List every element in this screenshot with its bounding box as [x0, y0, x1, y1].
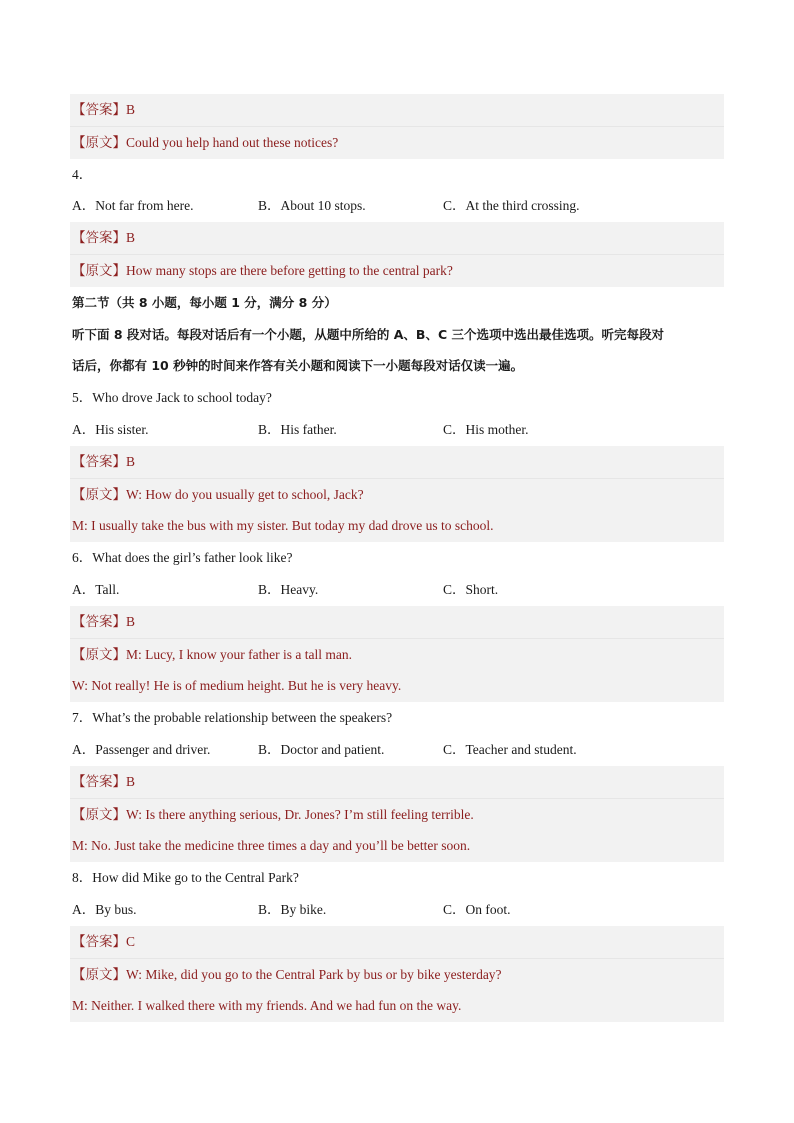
answer-line — [70, 766, 724, 798]
transcript-line: W: Not really! He is of medium height. But he is very heavy. — [70, 670, 724, 702]
answer-line — [70, 446, 724, 478]
transcript-tag: 【原文】 — [72, 646, 126, 662]
transcript-tag: 【原文】 — [72, 966, 126, 982]
section-instruction: 第二节（共 8 小题，每小题 1 分，满分 8 分） — [72, 294, 337, 310]
transcript-text: W: How do you usually get to school, Jack? — [126, 486, 364, 502]
option-c: C．On foot. — [443, 901, 511, 917]
answer-tag: 【答案】 — [72, 773, 126, 789]
answer-line — [70, 926, 724, 958]
option-a: A．His sister. — [72, 421, 149, 437]
transcript-tag: 【原文】 — [72, 262, 126, 278]
option-b: B．Heavy. — [258, 581, 319, 597]
option-c: C．Short. — [443, 581, 499, 597]
transcript-line: M: No. Just take the medicine three times a day and you’ll be better soon. — [70, 830, 724, 862]
answer-tag: 【答案】 — [72, 102, 126, 117]
answer-line — [70, 94, 724, 126]
section-instruction: 话后，你都有 10 秒钟的时间来作答有关小题和阅读下一小题每段对话仅读一遍。 — [72, 358, 524, 374]
option-b: B．His father. — [258, 421, 337, 437]
option-c: C．At the third crossing. — [443, 198, 580, 214]
answer-tag: 【答案】 — [72, 613, 126, 629]
transcript-line — [70, 478, 724, 511]
question-stem: 7．What’s the probable relationship between the speakers? — [72, 710, 393, 726]
transcript-line — [70, 798, 724, 831]
answer-line — [70, 606, 724, 638]
answer-tag: 【答案】 — [72, 230, 126, 246]
transcript-line — [70, 638, 724, 671]
answer-value: B — [126, 453, 136, 469]
section-instruction: 听下面 8 段对话。每段对话后有一个小题，从题中所给的 A、B、C 三个选项中选出最佳选项。听完每段对 — [72, 326, 664, 342]
option-b: B．About 10 stops. — [258, 198, 366, 214]
question-stem: 4． — [72, 166, 93, 182]
answer-value: B — [126, 773, 136, 789]
answer-value: C — [126, 933, 136, 949]
transcript-tag: 【原文】 — [72, 806, 126, 822]
answer-value: B — [126, 613, 136, 629]
option-a: A．By bus. — [72, 901, 137, 917]
option-a: A．Tall. — [72, 581, 120, 597]
option-a: A．Not far from here. — [72, 198, 194, 214]
transcript-line — [70, 254, 724, 287]
options-row — [70, 414, 724, 446]
transcript-text: How many stops are there before getting to the central park? — [126, 262, 453, 278]
options-row — [70, 734, 724, 766]
option-a: A．Passenger and driver. — [72, 741, 211, 757]
transcript-line: M: Neither. I walked there with my friends. And we had fun on the way. — [70, 990, 724, 1022]
options-row — [70, 894, 724, 926]
answer-value: B — [126, 102, 136, 117]
transcript-line — [70, 126, 724, 159]
transcript-text: W: Mike, did you go to the Central Park by bus or by bike yesterday? — [126, 966, 502, 982]
option-b: B．Doctor and patient. — [258, 741, 385, 757]
document-body — [70, 94, 724, 1022]
answer-value: B — [126, 230, 136, 246]
answer-tag: 【答案】 — [72, 453, 126, 469]
question-stem: 8．How did Mike go to the Central Park? — [72, 870, 299, 886]
transcript-line: M: I usually take the bus with my sister. But today my dad drove us to school. — [70, 510, 724, 542]
answer-line — [70, 222, 724, 254]
option-b: B．By bike. — [258, 901, 327, 917]
transcript-text: Could you help hand out these notices? — [126, 134, 339, 150]
answer-tag: 【答案】 — [72, 933, 126, 949]
transcript-tag: 【原文】 — [72, 134, 126, 150]
question-stem: 6．What does the girl’s father look like? — [72, 550, 293, 566]
option-c: C．Teacher and student. — [443, 741, 577, 757]
transcript-tag: 【原文】 — [72, 486, 126, 502]
options-row — [70, 574, 724, 606]
options-row — [70, 190, 724, 222]
transcript-text: M: Lucy, I know your father is a tall man. — [126, 646, 352, 662]
option-c: C．His mother. — [443, 421, 529, 437]
question-stem: 5．Who drove Jack to school today? — [72, 390, 272, 406]
transcript-line — [70, 958, 724, 991]
transcript-text: W: Is there anything serious, Dr. Jones? I’m still feeling terrible. — [126, 806, 474, 822]
